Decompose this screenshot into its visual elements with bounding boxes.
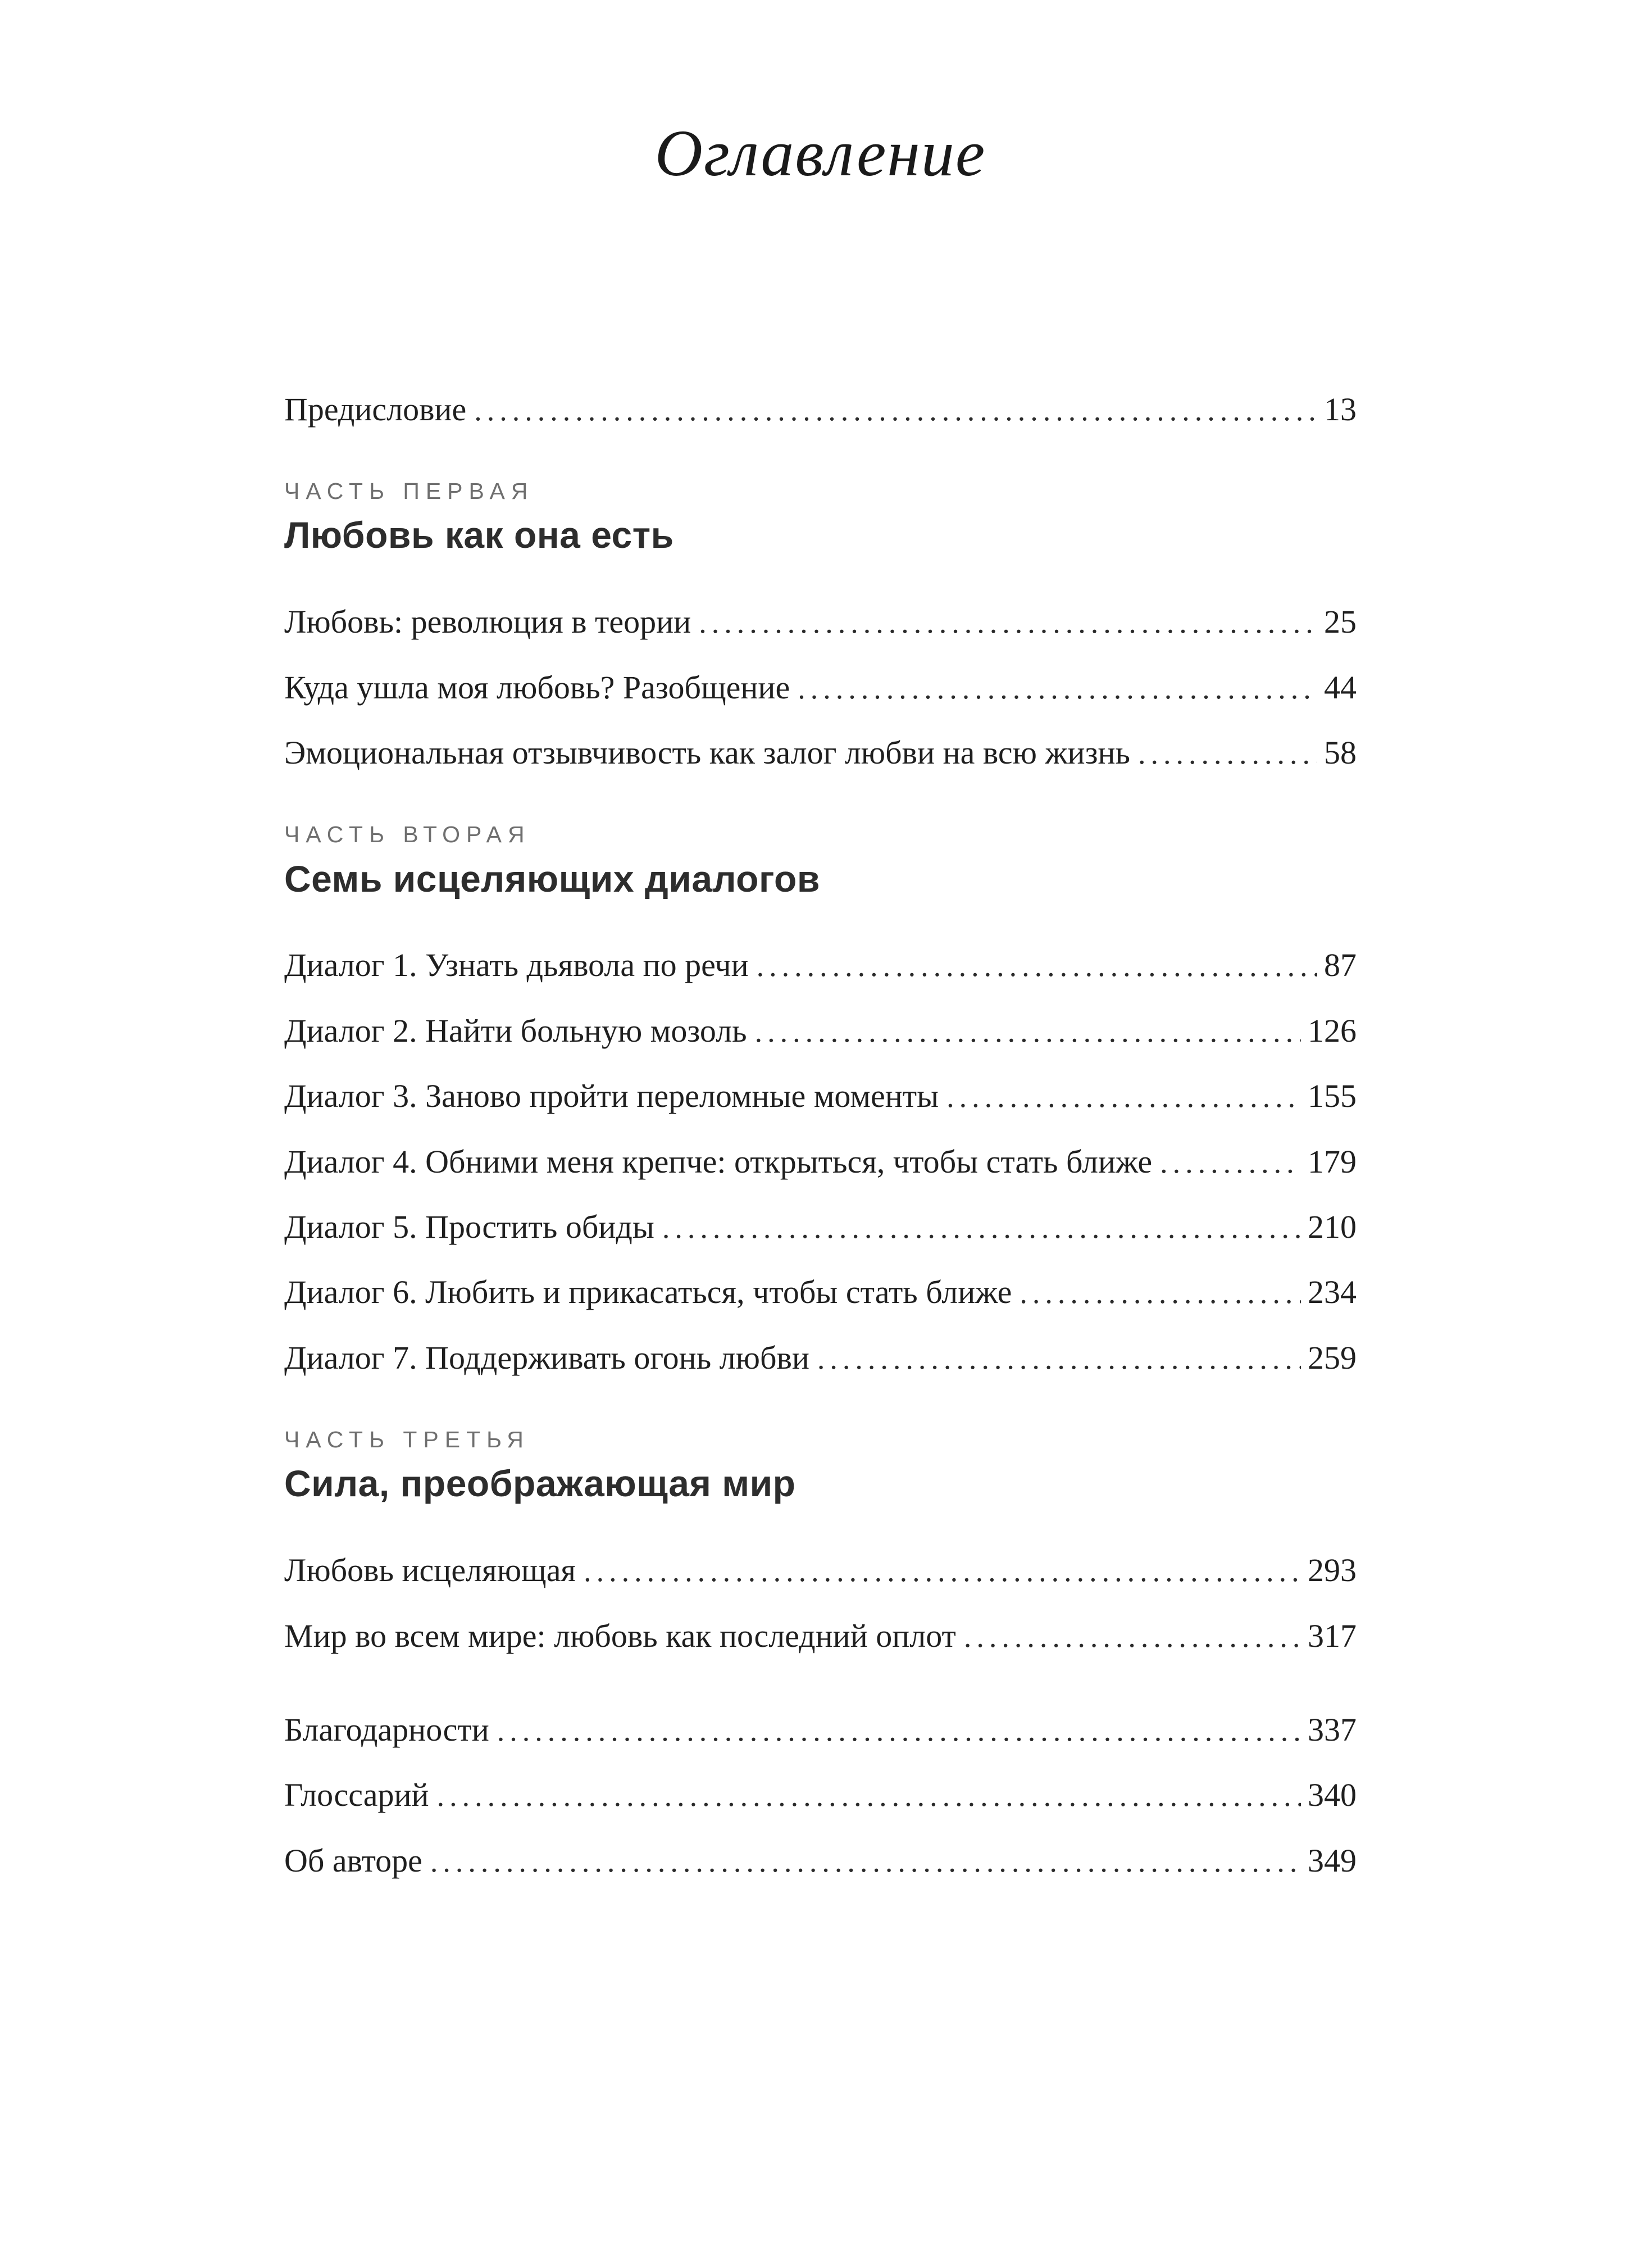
toc-entry-page: 179 — [1308, 1143, 1357, 1180]
toc-entry — [284, 1840, 1357, 1882]
toc-entry-page: 317 — [1308, 1617, 1357, 1654]
toc-entry — [284, 1141, 1357, 1183]
toc-entry-label: Диалог 2. Найти больную мозоль — [284, 1012, 747, 1049]
part-title: Сила, преображающая мир — [284, 1463, 796, 1505]
toc-entry-label: Предисловие — [284, 390, 467, 428]
toc-entry — [284, 732, 1357, 774]
dot-leader — [1138, 734, 1317, 773]
toc-part-3 — [284, 1426, 1357, 1657]
dot-leader — [946, 1077, 1301, 1116]
toc-entry-page: 234 — [1308, 1274, 1357, 1311]
toc-entry — [284, 1774, 1357, 1816]
dot-leader — [437, 1776, 1301, 1815]
dot-leader — [755, 1012, 1301, 1051]
toc-entry — [284, 601, 1357, 643]
dot-leader — [798, 669, 1317, 708]
toc-entry-page: 337 — [1308, 1711, 1357, 1748]
dot-leader — [1160, 1143, 1301, 1182]
dot-leader — [430, 1842, 1301, 1881]
toc-entry — [284, 666, 1357, 709]
dot-leader — [497, 1711, 1301, 1750]
dot-leader — [757, 946, 1317, 986]
part-kicker: ЧАСТЬ ТРЕТЬЯ — [284, 1427, 530, 1453]
dot-leader — [474, 390, 1317, 430]
toc-entry-page: 87 — [1324, 947, 1357, 984]
dot-leader — [817, 1339, 1301, 1378]
toc-entry-page: 340 — [1308, 1777, 1357, 1814]
toc-entry-page: 349 — [1308, 1842, 1357, 1879]
dot-leader — [964, 1617, 1301, 1656]
toc-entry-label: Куда ушла моя любовь? Разобщение — [284, 669, 790, 706]
toc-entry-label: Любовь: революция в теории — [284, 603, 691, 641]
toc-entry-page: 126 — [1308, 1012, 1357, 1049]
toc-entry — [284, 1271, 1357, 1313]
toc-entry-page: 210 — [1308, 1208, 1357, 1245]
toc-entry-label: Благодарности — [284, 1711, 489, 1748]
page-title: Оглавление — [654, 116, 986, 190]
toc-back-matter — [284, 1709, 1357, 1882]
toc-entry-label: Мир во всем мире: любовь как последний оплот — [284, 1617, 956, 1654]
toc-entry-page: 293 — [1308, 1552, 1357, 1589]
toc-entry-page: 58 — [1324, 734, 1357, 771]
part-title: Семь исцеляющих диалогов — [284, 857, 820, 900]
toc-entry — [284, 1010, 1357, 1052]
toc-entry-preface — [284, 388, 1357, 430]
toc-entry — [284, 944, 1357, 986]
toc-entry — [284, 1206, 1357, 1248]
toc-entry-page: 13 — [1324, 390, 1357, 428]
toc-entry — [284, 1549, 1357, 1591]
toc-entry-label: Диалог 5. Простить обиды — [284, 1208, 654, 1245]
part-kicker: ЧАСТЬ ПЕРВАЯ — [284, 478, 534, 505]
toc-entry — [284, 1709, 1357, 1751]
dot-leader — [1020, 1273, 1301, 1313]
toc-entry-label: Об авторе — [284, 1842, 422, 1879]
toc-entry-label: Глоссарий — [284, 1777, 429, 1814]
part-title: Любовь как она есть — [284, 514, 674, 556]
toc-entry-label: Диалог 1. Узнать дьявола по речи — [284, 947, 749, 984]
dot-leader — [584, 1551, 1301, 1591]
toc-entry — [284, 1075, 1357, 1117]
toc-entry — [284, 1615, 1357, 1657]
toc-entry — [284, 1337, 1357, 1379]
toc-entry-label: Диалог 7. Поддерживать огонь любви — [284, 1339, 809, 1376]
toc-entry-page: 259 — [1308, 1339, 1357, 1376]
toc-entry-label: Эмоциональная отзывчивость как залог любви на всю жизнь — [284, 734, 1130, 771]
toc-entry-page: 25 — [1324, 603, 1357, 641]
dot-leader — [699, 603, 1317, 642]
toc-entry-page: 44 — [1324, 669, 1357, 706]
toc-entry-label: Диалог 4. Обними меня крепче: открыться, чтобы стать ближе — [284, 1143, 1153, 1180]
toc-part-1 — [284, 478, 1357, 774]
toc-entry-page: 155 — [1308, 1078, 1357, 1115]
toc-entry-label: Диалог 3. Заново пройти переломные моменты — [284, 1078, 939, 1115]
toc-entry-label: Диалог 6. Любить и прикасаться, чтобы стать ближе — [284, 1274, 1012, 1311]
part-kicker: ЧАСТЬ ВТОРАЯ — [284, 821, 531, 848]
toc-entry-label: Любовь исцеляющая — [284, 1552, 576, 1589]
dot-leader — [662, 1208, 1301, 1247]
toc-part-2 — [284, 821, 1357, 1379]
